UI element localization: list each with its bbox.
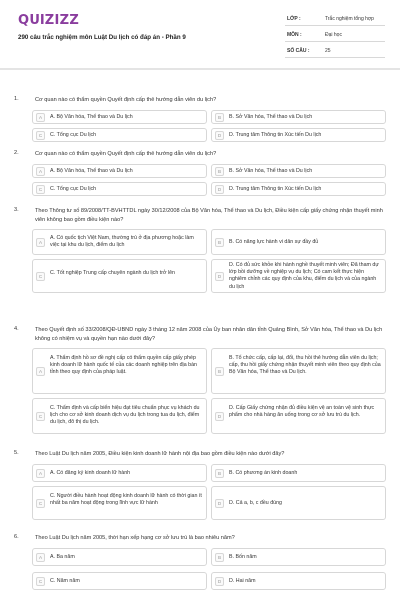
header-divider (0, 68, 400, 70)
option-letter: B (215, 113, 224, 122)
option-letter: D (215, 499, 224, 508)
option-letter: A (36, 167, 45, 176)
option-letter: A (36, 553, 45, 562)
option-c[interactable] (32, 398, 207, 434)
question-text: Cơ quan nào có thẩm quyền Quyết định cấp thẻ hướng dẫn viên du lịch? (35, 151, 217, 157)
option-letter: D (215, 412, 224, 421)
option-letter: D (215, 185, 224, 194)
option-letter: C (36, 499, 45, 508)
option-letter: C (36, 272, 45, 281)
option-letter: A (36, 238, 45, 247)
option-text: D. Hai năm (229, 578, 256, 584)
option-text: B. Tổ chức cấp, cấp lại, đổi, thu hồi thẻ hướng dẫn viên du lịch; cấp, thu hồi giấy chứng nhận thuyết minh viên theo quy định của Bộ Văn hóa, Thể thao và Du lịch. (229, 355, 381, 376)
question-text: Cơ quan nào có thẩm quyền Quyết định cấp thẻ hướng dẫn viên du lịch? (35, 97, 217, 103)
option-text: A. Bộ Văn hóa, Thể thao và Du lịch (50, 168, 133, 174)
question-text: Theo Luật Du lịch năm 2005, Điều kiện kinh doanh lữ hành nội địa bao gồm điều kiện nào dưới đây? (35, 451, 285, 457)
option-text: A. Có đăng ký kinh doanh lữ hành (50, 470, 131, 476)
page-header (0, 0, 400, 62)
option-b[interactable] (211, 164, 386, 178)
option-letter: B (215, 469, 224, 478)
quizizz-logo: QUIZIZZ (18, 13, 80, 28)
option-letter: D (215, 272, 224, 281)
option-a[interactable] (32, 464, 207, 482)
meta-value: Trắc nghiệm tổng hợp (325, 16, 374, 22)
meta-row-count (285, 42, 385, 58)
meta-table (285, 10, 385, 58)
question-number: 1. (14, 96, 19, 102)
meta-label: SỐ CÂU : (287, 48, 310, 54)
question-number: 3. (14, 207, 19, 213)
option-letter: A (36, 113, 45, 122)
option-letter: C (36, 131, 45, 140)
question-text: Theo Luật Du lịch năm 2005, thời hạn xếp hạng cơ sở lưu trú là bao nhiêu năm? (35, 535, 235, 541)
option-letter: C (36, 412, 45, 421)
option-text: C. Tổng cục Du lịch (50, 186, 97, 192)
option-letter: C (36, 577, 45, 586)
option-b[interactable] (211, 464, 386, 482)
option-b[interactable] (211, 348, 386, 394)
option-text: A. Bộ Văn hóa, Thể thao và Du lịch (50, 114, 133, 120)
option-letter: A (36, 367, 45, 376)
option-letter: C (36, 185, 45, 194)
option-text: D. Có đủ sức khỏe khi hành nghề thuyết minh viên; Đã tham dự lớp bồi dưỡng về nghiệp vụ du lịch; Có cam kết thực hiện nghiêm chỉnh các quy định của khu, điểm du lịch và của ngành du lịch (229, 262, 379, 290)
option-text: D. Cả a, b, c đều đúng (229, 500, 283, 506)
option-letter: B (215, 167, 224, 176)
option-b[interactable] (211, 110, 386, 124)
question-number: 5. (14, 450, 19, 456)
option-a[interactable] (32, 110, 207, 124)
option-c[interactable] (32, 486, 207, 520)
option-text: D. Cấp Giấy chứng nhận đủ điều kiện vệ an toàn vệ sinh thực phẩm cho nhà hàng ăn uống trong cơ sở lưu trú du lịch. (229, 405, 375, 419)
option-d[interactable] (211, 128, 386, 142)
question-number: 6. (14, 534, 19, 540)
option-letter: B (215, 367, 224, 376)
question-text: Theo Quyết định số 33/2008/QĐ-UBND ngày 3 tháng 12 năm 2008 của Ủy ban nhân dân tỉnh Quảng Bình, Sở Văn hóa, Thể thao và Du lịch không có nhiệm vụ và quyền hạn nào dưới đây? (35, 327, 383, 342)
option-b[interactable] (211, 229, 386, 255)
option-d[interactable] (211, 572, 386, 590)
option-text: C. Tốt nghiệp Trung cấp chuyên ngành du lịch trở lên (50, 270, 175, 276)
meta-row-subject (285, 26, 385, 42)
option-text: D. Trung tâm Thông tin Xúc tiến Du lịch (229, 186, 322, 192)
option-d[interactable] (211, 398, 386, 434)
option-text: B. Có năng lực hành vi dân sự đầy đủ (229, 239, 319, 245)
meta-value: 25 (325, 48, 331, 54)
option-a[interactable] (32, 348, 207, 394)
option-d[interactable] (211, 259, 386, 293)
option-d[interactable] (211, 182, 386, 196)
option-text: B. Có phương án kinh doanh (229, 470, 298, 476)
option-text: B. Sở Văn hóa, Thể thao và Du lịch (229, 168, 313, 174)
document-title: 290 câu trắc nghiệm môn Luật Du lịch có đáp án - Phần 9 (18, 34, 186, 41)
question-number: 2. (14, 150, 19, 156)
option-text: D. Trung tâm Thông tin Xúc tiến Du lịch (229, 132, 322, 138)
option-text: C. Năm năm (50, 578, 80, 584)
option-c[interactable] (32, 128, 207, 142)
meta-label: MÔN : (287, 32, 302, 38)
option-text: A. Ba năm (50, 554, 75, 560)
option-text: C. Người điều hành hoạt động kinh doanh lữ hành có thời gian ít nhất ba năm hoạt động trong lĩnh vực lữ hành (50, 493, 202, 507)
option-text: B. Sở Văn hóa, Thể thao và Du lịch (229, 114, 313, 120)
option-c[interactable] (32, 182, 207, 196)
option-a[interactable] (32, 164, 207, 178)
option-a[interactable] (32, 229, 207, 255)
option-text: C. Tổng cục Du lịch (50, 132, 97, 138)
question-number: 4. (14, 326, 19, 332)
option-letter: B (215, 553, 224, 562)
option-letter: D (215, 131, 224, 140)
option-b[interactable] (211, 548, 386, 566)
meta-row-class (285, 10, 385, 26)
option-d[interactable] (211, 486, 386, 520)
option-text: C. Thẩm định và cấp biển hiệu đạt tiêu chuẩn phục vụ khách du lịch cho cơ sở kinh doanh dịch vụ du lịch trong tua du lịch, điểm du lịch, đô thị du lịch. (50, 405, 200, 426)
meta-value: Đại học (325, 32, 342, 38)
option-c[interactable] (32, 259, 207, 293)
option-text: A. Thẩm định hồ sơ đề nghị cấp có thẩm quyền cấp giấy phép kinh doanh lữ hành quốc tế của các doanh nghiệp trên địa bàn tỉnh theo quy định của pháp luật. (50, 355, 197, 376)
question-text: Theo Thông tư số 89/2008/TT-BVHTTDL ngày 30/12/2008 của Bộ Văn hóa, Thể thao và Du lịch, Điều kiện cấp giấy chứng nhận thuyết minh viên không bao gồm điều kiện nào? (35, 208, 383, 223)
option-text: A. Có quốc tịch Việt Nam, thường trú ở địa phương hoặc làm việc tại khu du lịch, điểm du lịch (50, 235, 194, 249)
option-letter: B (215, 238, 224, 247)
option-a[interactable] (32, 548, 207, 566)
meta-label: LỚP : (287, 16, 301, 22)
option-c[interactable] (32, 572, 207, 590)
option-text: B. Bốn năm (229, 554, 257, 560)
option-letter: D (215, 577, 224, 586)
option-letter: A (36, 469, 45, 478)
